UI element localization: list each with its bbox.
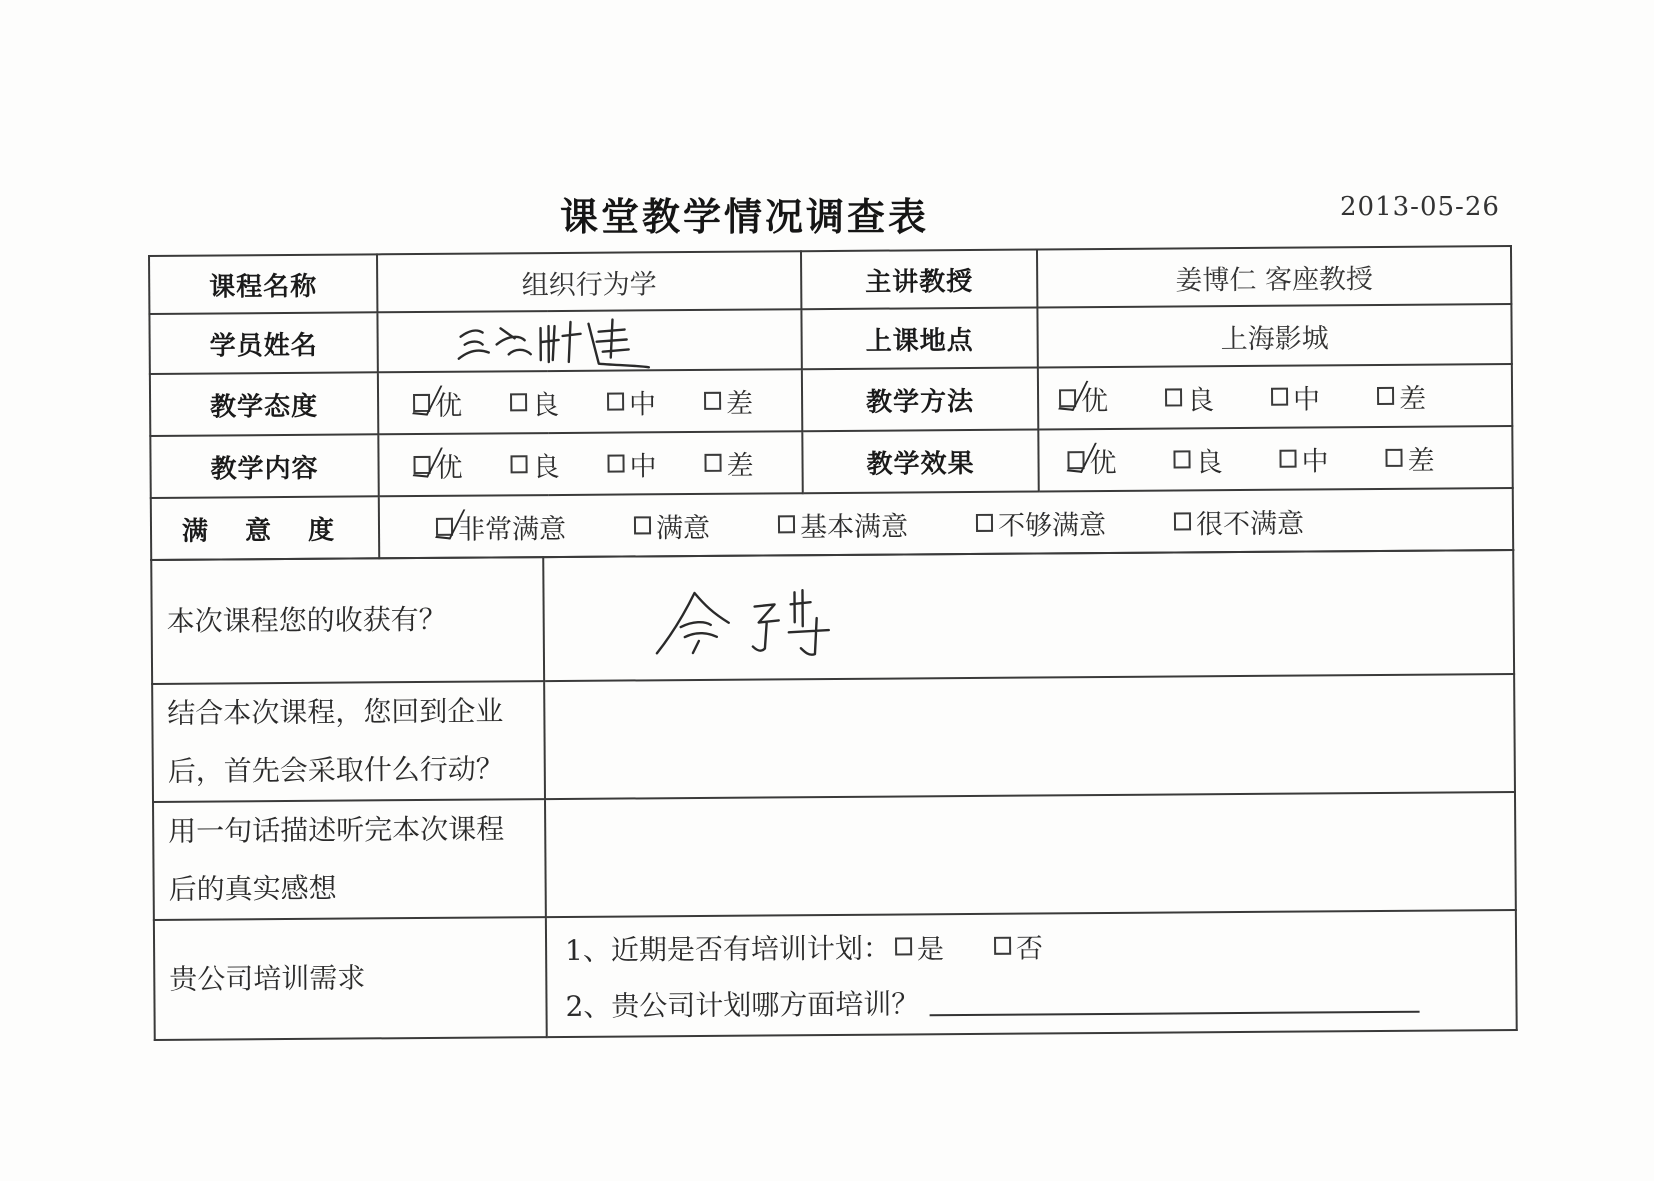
row-feeling: [153, 792, 1516, 920]
form-date: 2013-05-26: [1340, 192, 1500, 222]
checkbox-icon[interactable]: [1271, 388, 1288, 406]
location-label: 上课地点: [801, 307, 1037, 369]
action-question: 结合本次课程，您回到企业后，首先会采取什么行动？: [152, 681, 545, 802]
checkbox-icon[interactable]: [1165, 388, 1182, 406]
checkbox-icon[interactable]: [1279, 450, 1296, 468]
page-title: 课堂教学情况调查表: [560, 195, 930, 239]
teaching-method-label: 教学方法: [802, 367, 1038, 431]
checkbox-icon[interactable]: [778, 515, 795, 533]
option-label: 中: [1292, 383, 1321, 416]
option-label: 良: [532, 451, 560, 483]
teaching-method-option[interactable]: [1059, 378, 1165, 418]
training-no-option[interactable]: [990, 926, 1043, 965]
checkbox-icon[interactable]: [895, 937, 912, 955]
course-name-value: 组织行为学: [377, 251, 801, 312]
harvest-answer-cell[interactable]: [543, 550, 1514, 681]
teaching-content-options: [378, 431, 802, 496]
teaching-effect-radio-group: [1039, 438, 1511, 480]
satisfaction-option[interactable]: [778, 504, 908, 544]
training-cell: [546, 910, 1517, 1037]
checkbox-icon[interactable]: [510, 393, 527, 411]
lecturer-label: 主讲教授: [801, 249, 1037, 309]
checkbox-checked-icon[interactable]: [1059, 389, 1076, 407]
teaching-attitude-option[interactable]: [607, 381, 704, 421]
teaching-attitude-radio-group: [379, 381, 801, 423]
row-student: [149, 304, 1511, 374]
option-label: 良: [531, 389, 560, 421]
option-label: 差: [1407, 445, 1435, 477]
teaching-effect-label: 教学效果: [802, 429, 1038, 493]
student-name-label: 学员姓名: [149, 312, 377, 374]
training-yes-option[interactable]: [891, 927, 944, 966]
row-harvest: [151, 550, 1514, 684]
teaching-content-label: 教学内容: [150, 434, 378, 498]
teaching-effect-option[interactable]: [1279, 438, 1385, 478]
option-label: 基本满意: [799, 510, 909, 543]
satisfaction-option[interactable]: [976, 502, 1106, 542]
option-label: 差: [725, 388, 754, 420]
teaching-attitude-option[interactable]: [704, 381, 801, 421]
teaching-attitude-options: [378, 369, 802, 434]
action-answer-cell[interactable]: [544, 674, 1515, 799]
teaching-method-option[interactable]: [1271, 376, 1377, 416]
training-area-line: [565, 970, 1497, 1033]
checkbox-checked-icon[interactable]: [413, 394, 430, 412]
option-label: 中: [628, 388, 657, 420]
satisfaction-label: 满 意 度: [151, 496, 379, 560]
harvest-answer-handwriting: [652, 582, 843, 659]
teaching-content-option[interactable]: [510, 444, 607, 484]
survey-form: [148, 245, 1516, 1067]
option-label: 不够满意: [997, 509, 1107, 542]
satisfaction-option[interactable]: [436, 506, 566, 546]
teaching-content-option[interactable]: [413, 445, 510, 485]
option-label: 非常满意: [457, 513, 567, 546]
teaching-effect-option[interactable]: [1067, 440, 1173, 480]
teaching-content-radio-group: [379, 443, 801, 485]
option-label: 良: [1195, 446, 1223, 478]
location-value: 上海影城: [1037, 304, 1511, 367]
training-q2: 2、贵公司计划哪方面培训？: [565, 987, 920, 1023]
teaching-content-option[interactable]: [704, 443, 801, 483]
teaching-method-options: [1038, 364, 1512, 429]
checkbox-checked-icon[interactable]: [1067, 451, 1084, 469]
student-name-cell[interactable]: [377, 309, 801, 372]
checkbox-icon[interactable]: [634, 516, 651, 534]
survey-questions-table: [150, 549, 1517, 1041]
row-course: [149, 246, 1511, 314]
checkbox-icon[interactable]: [976, 514, 993, 532]
option-label: 很不满意: [1195, 508, 1305, 540]
checkbox-icon[interactable]: [704, 454, 721, 472]
feeling-question: 用一句话描述听完本次课程后的真实感想: [153, 799, 546, 920]
teaching-method-option[interactable]: [1165, 377, 1271, 417]
option-label: 优: [435, 390, 463, 422]
satisfaction-option[interactable]: [634, 505, 710, 545]
course-name-label: 课程名称: [149, 254, 377, 314]
teaching-attitude-option[interactable]: [510, 382, 607, 422]
option-label: 差: [1398, 383, 1427, 415]
checkbox-icon[interactable]: [607, 393, 624, 411]
teaching-method-option[interactable]: [1377, 376, 1483, 416]
checkbox-checked-icon[interactable]: [413, 456, 430, 474]
feeling-answer-cell[interactable]: [545, 792, 1516, 917]
teaching-effect-options: [1038, 426, 1512, 491]
option-label: 优: [1089, 447, 1117, 479]
row-action: [152, 674, 1515, 802]
training-label: 贵公司培训需求: [154, 917, 547, 1040]
teaching-attitude-option[interactable]: [413, 383, 510, 423]
checkbox-icon[interactable]: [1174, 512, 1191, 530]
row-content-effect: [150, 426, 1512, 498]
option-label: 差: [726, 450, 754, 482]
teaching-content-option[interactable]: [607, 443, 704, 483]
checkbox-icon[interactable]: [994, 937, 1011, 955]
training-q1: 1、近期是否有培训计划：: [564, 931, 892, 967]
checkbox-icon[interactable]: [1377, 387, 1394, 405]
training-plan-line: [565, 914, 1497, 977]
teaching-method-radio-group: [1039, 376, 1511, 418]
student-name-signature: [448, 313, 668, 371]
option-label: 良: [1186, 384, 1215, 416]
checkbox-icon[interactable]: [704, 392, 721, 410]
lecturer-value: 姜博仁 客座教授: [1037, 246, 1511, 307]
training-area-blank[interactable]: [929, 985, 1419, 1017]
harvest-question: 本次课程您的收获有？: [151, 557, 544, 684]
satisfaction-options: [379, 488, 1513, 558]
checkbox-icon[interactable]: [510, 455, 527, 473]
satisfaction-option[interactable]: [1174, 501, 1304, 541]
checkbox-icon[interactable]: [607, 455, 624, 473]
checkbox-icon[interactable]: [1385, 449, 1402, 467]
option-label: 中: [1301, 445, 1329, 478]
checkbox-checked-icon[interactable]: [436, 518, 453, 536]
teaching-effect-option[interactable]: [1173, 439, 1279, 479]
checkbox-icon[interactable]: [1173, 450, 1190, 468]
row-training: [154, 910, 1517, 1040]
option-label: 是: [916, 933, 945, 965]
option-label: 否: [1015, 932, 1044, 965]
teaching-effect-option[interactable]: [1385, 438, 1491, 478]
teaching-attitude-label: 教学态度: [150, 372, 378, 436]
option-label: 优: [435, 452, 463, 484]
option-label: 中: [629, 450, 657, 482]
row-satisfaction: [151, 488, 1513, 560]
satisfaction-radio-group: [380, 500, 1512, 547]
option-label: 满意: [655, 512, 711, 544]
survey-table: [148, 245, 1514, 561]
row-attitude-method: [150, 364, 1512, 436]
option-label: 优: [1080, 385, 1109, 417]
